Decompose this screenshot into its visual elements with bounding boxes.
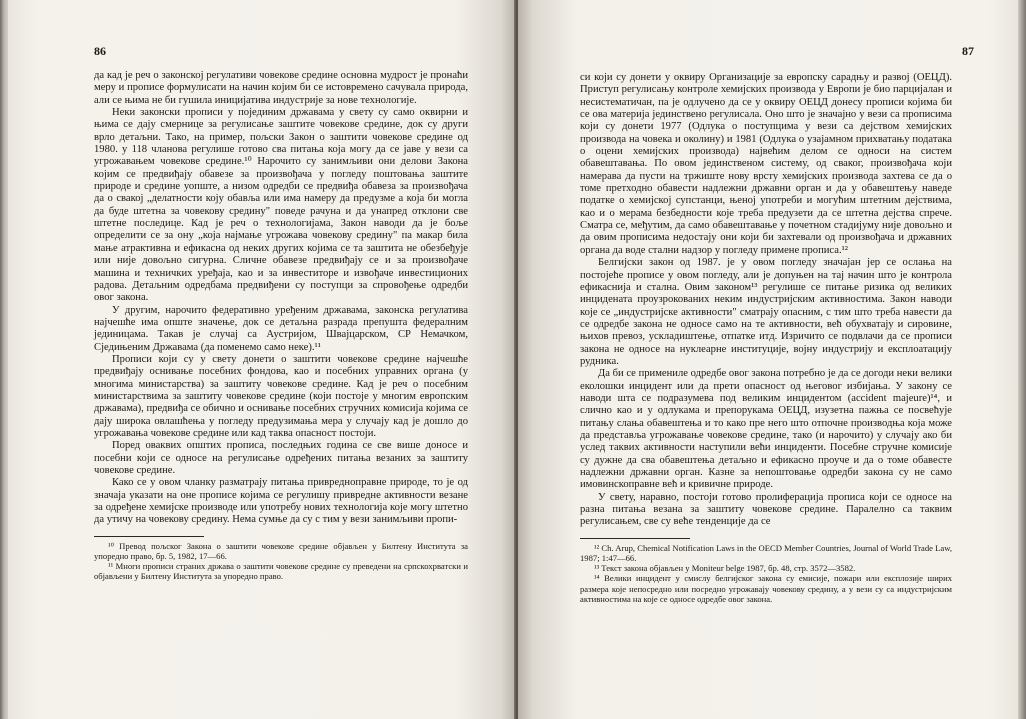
footnote: ¹⁴ Велики инцидент у смислу белгијског закона су емисије, пожари или експлозије ширих размера које непосредно или посредно угрожавају човекову средину, а у вези су са индустријским активностима на које се односе одредбе овог закона. — [580, 573, 952, 604]
footnote: ¹¹ Многи прописи страних држава о заштити човекове средине су преведени на српскохрватски и објављени у Билтену Института за упоредно право. — [94, 561, 468, 582]
paragraph: си који су донети у оквиру Организације за европску сарадњу и развој (ОЕЦД). Приступ регулисању контроле хемијских производа у Европи је био парцијалан и несистематичан, па је одлучено да се у оквиру ОЕЦД донесу прописи којима би се ова материја јединствено регулисала. Оно што је значајно у вези са прописима који су донети 1977 (Одлука о поступцима у вези са дејством хемијских производа на човека и околину) и 1981 (Одлука о узајамном прихватању података о оцени хемијских производа) највећим делом се односи на систем обавештавања. По овом јединственом систему, од сваког, произвођача који намерава да пусти на тржиште нову врсту хемијских производа захтева се да о томе претходно обавести надлежни државни орган и да у обавештењу наведе податке о хемијској супстанци, њеној употреби и могућим штетним дејствима, као и о мерама безбедности које треба предузети да се штетна дејства спрече. Сматра се, међутим, да само обавештавање у почетном стадијуму није довољно и да овим прописима недостају они који би захтевали од произвођача и државних органа да воде стални надзор у погледу примене прописа.¹² — [580, 72, 952, 256]
left-page-body — [94, 70, 468, 582]
paragraph: Неки законски прописи у појединим државама у свету су само оквирни и њима се дају смернице за регулисање заштите човекове средине, док су други врло детаљни. Тако, на пример, пољски Закон о заштити човекове средине од 1980. у 118 чланова регулише готово сва питања која могу да се јаве у вези са угрожавањем човекове средине.¹⁰ Нарочито су занимљиви они делови Закона којим се предвиђају обавезе за произвођача у погледу поштовања заштите природе и средине уопште, а низом одредби се предвиђа обавеза за произвођача да о свакој „делатности коју обавља или има намеру да предузме а која би могла да буде штетна за човекову средину" поведе рачуна и да унапред отклони све штетне последице. Кад је реч о технологијама, Закон наводи да је боље определити се за ону „која најмање угрожава човекову средину" па макар била мање атрактивна и ефикасна од неких других којима се та заштита не обезбеђује или није довољно сигурна. Сличне обавезе предвиђају се и за произвођаче машина и техничких уређаја, као и за инвеститоре и извођаче инвестиционих радова. Детаљним одредбама предвиђени су поступци за спровођење одредби овог закона. — [94, 107, 468, 304]
book-edge — [1018, 0, 1026, 719]
paragraph: Белгијски закон од 1987. је у овом погледу значајан јер се ослања на постојеће прописе у овом погледу, али је допуњен на тај начин што је контрола ефикаснија и стална. Овим законом¹³ регулише се питање ризика од великих инцидената проузрокованих неким индустријским активностима. Закон наводи које се „индустријске активности" сматрају опасним, с тим што треба навести да се одредбе закона не односе само на те активности, већ обухватају и сировине, њихов превоз, ускладиштење, отпатке итд. Изричито се подвлачи да се прописи закона не односе на нуклеарне институције, војну индустрију и експлоатацију рудника. — [580, 257, 952, 367]
footnote: ¹² Ch. Arup, Chemical Notification Laws in the OECD Member Countries, Journal of World Trade Law, 1987; 1:47—66. — [580, 542, 952, 563]
page-number-left: 86 — [94, 44, 106, 58]
paragraph: У свету, наравно, постоји готово пролиферација прописа који се односе на разна питања везана за заштиту човекове средине. Паралелно са таквим регулисањем, све су веће тенденције да се — [580, 491, 952, 528]
footnotes-left — [94, 541, 468, 582]
left-page — [8, 0, 516, 719]
footnote-divider — [580, 538, 690, 539]
footnotes-right — [580, 543, 952, 604]
page-number-right: 87 — [962, 44, 974, 58]
paragraph: да кад је реч о законској регулативи човекове средине основна мудрост је пронаћи меру и прописе формулисати на начин којим би се истовремено сачувала природа, али се њима не би гушила иницијатива индустрије за нове технологије. — [94, 70, 468, 106]
footnote-divider — [94, 536, 204, 537]
paragraph: Поред оваквих општих прописа, последњих година се све више доносе и посебни који се односе на регулисање одређених питања везаних за заштиту човекове средине. — [94, 440, 468, 476]
footnote: ¹³ Текст закона објављен у Moniteur belge 1987, бр. 48, стр. 3572—3582. — [594, 563, 856, 574]
footnote: ¹⁰ Превод пољског Закона о заштити човекове средине објављен у Билтену Института за упоредно право, бр. 5, 1982, 17—66. — [94, 540, 468, 561]
right-page-body — [580, 72, 952, 604]
paragraph: Како се у овом чланку разматрају питања привреднoправне природе, то је од значаја указати на оне прописе којима се регулишу привредне активности везане за одређене хемијске производе или употребу нових технологија које могу штетно да утичу на човекову средину. Нема сумње да су с тим у вези занимљиви пропи- — [94, 477, 468, 526]
paragraph: Прописи који су у свету донети о заштити човекове средине најчешће предвиђају оснивање посебних фондова, као и посебних управних органа (у многима министарства) за заштиту човекове средине. Кад је реч о посебним министарствима за заштиту човекове средине (који постоје у многим европским државама), предвиђа се обично и оснивање посебних стручних комисија којима се дају широка овлашћења у погледу предузимања мера у случају кад је дошло до угрожавања човекове средине или кад таква опасност постоји. — [94, 353, 468, 439]
paragraph: Да би се примениле одредбе овог закона потребно је да се догоди неки велики еколошки инцидент или да прети опасност од његовог избијања. У закону се наводи шта се подразумева под великим инцидентом (accident majeure)¹⁴, и слично као и у одлукама и препорукама ОЕЦД, изузетна пажња се посвећује питању слања обавештења и то како пре него што отпочне производња која може да представља угрожавање човекове средине, тако (и нарочито) у случају ако би услед таквих активности наступили већи инциденти. Посебне стручне комисије су дужне да сва обавештења детаљно и ефикасно проуче и да о томе обавесте надлежни државни орган. Казне за непоштовање одредби закона су не само имовинскоправне већ и кривичне природе. — [580, 368, 952, 491]
right-page — [518, 0, 1018, 719]
paragraph: У другим, нарочито федеративно уређеним државама, законска регулатива најчешће има опште значење, док се детаљна разрада препушта федералним јединицама. Такав је случај са Аустријом, Швајцарском, СР Немачком, Сједињеним Државама (да поменемо само неке).¹¹ — [94, 304, 468, 353]
